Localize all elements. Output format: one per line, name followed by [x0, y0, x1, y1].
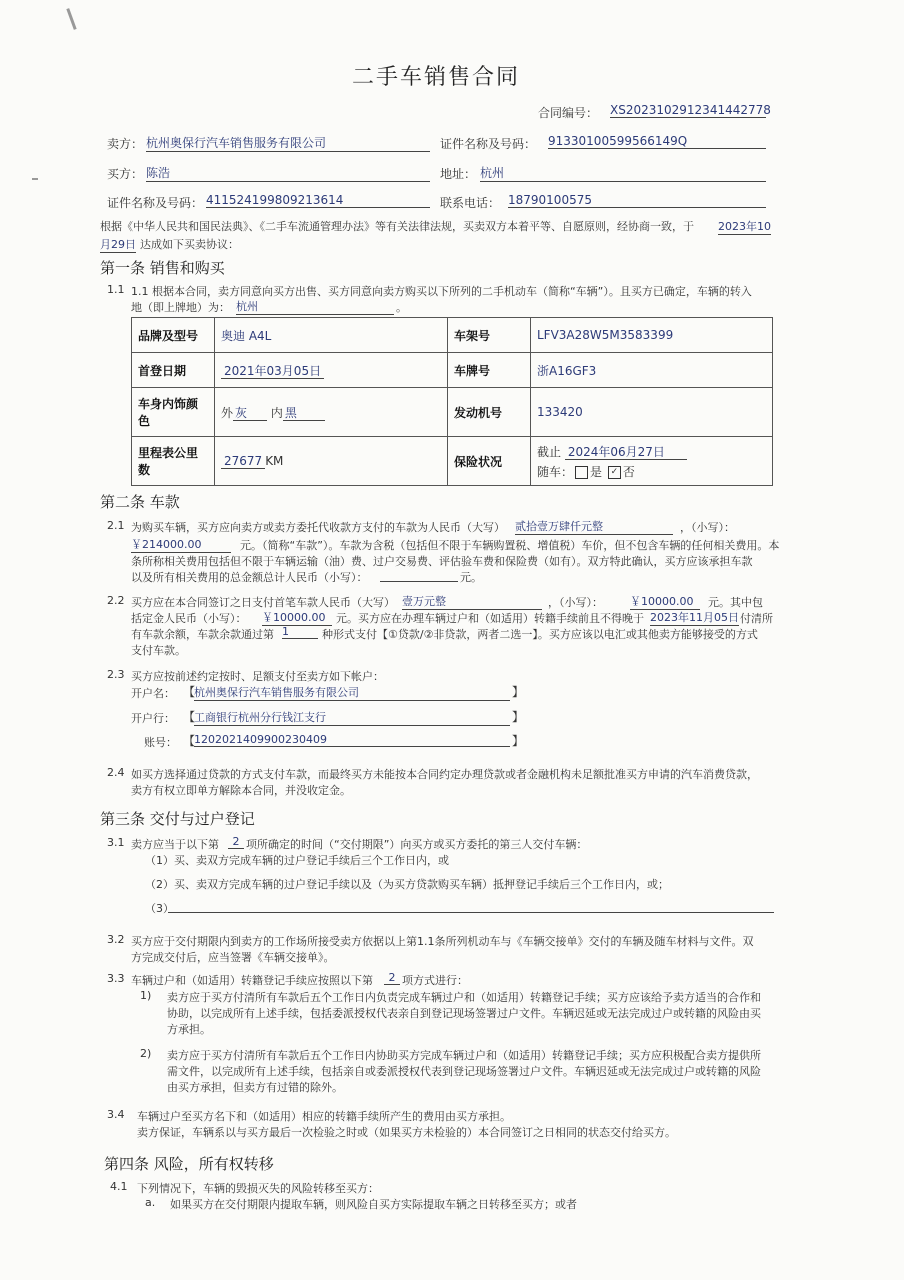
- clause-2-3-a: 买方应按前述约定按时、足额支付至卖方如下帐户：: [131, 670, 384, 683]
- scan-mark: [66, 8, 76, 30]
- plate-label: 车牌号: [448, 353, 531, 388]
- bracket-open: 【: [183, 734, 196, 748]
- bank-label: 开户行：: [131, 712, 175, 725]
- transfer-item: 2: [384, 971, 400, 985]
- contract-no-label: 合同编号：: [538, 106, 599, 120]
- price-lower: ￥214000.00: [131, 536, 231, 553]
- no-label: 否: [622, 464, 635, 479]
- int-color: 黑: [283, 406, 325, 421]
- buyer-id-label: 证件名称及号码：: [107, 196, 204, 210]
- clause-2-2-b: ，（小写）：: [548, 596, 603, 609]
- clause-3-1-1: （1）买、卖双方完成车辆的过户登记手续后三个工作日内，或: [145, 854, 449, 867]
- page-title: 二手车销售合同: [352, 65, 521, 90]
- price-upper: 贰拾壹万肆仟元整: [515, 518, 673, 535]
- clause-2-3-num: 2.3: [107, 668, 125, 681]
- clause-2-1-c: 元。（简称“车款”）。车款为含税（包括但不限于车辆购置税、增值税）车价，但不包含车辆的任何相关费用。本: [240, 539, 780, 552]
- clause-2-1-a: 为购买车辆，买方应向卖方或卖方委托代收款方支付的车款为人民币（大写）: [131, 521, 505, 534]
- clause-3-3-1-a: 卖方应于买方付清所有车款后五个工作日内负责完成车辆过户和（如适用）转籍登记手续；买方应该给予卖方适当的合作和: [167, 991, 761, 1004]
- account-name-label: 开户名：: [131, 687, 175, 700]
- preamble-date-b: 月29日: [100, 238, 136, 251]
- buyer-id: 411524199809213614: [206, 193, 430, 208]
- brand-label: 品牌及型号: [132, 318, 215, 353]
- clause-1-1-text: 1.1 根据本合同，卖方同意向买方出售、买方同意向卖方购买以下所列的二手机动车（简称“车辆”）。且买方已确定，车辆的转入: [131, 285, 752, 298]
- clause-2-2-a: 买方应在本合同签订之日支付首笔车款人民币（大写）: [131, 596, 395, 609]
- first-payment-lower: ￥10000.00: [630, 593, 700, 610]
- clause-2-1-b: ，（小写）：: [680, 521, 735, 534]
- clause-2-1-d: 条所称相关费用包括但不限于车辆运输（油）费、过户交易费、评估验车费和保险费（如有）。双方特此确认，买方应该承担车款: [131, 555, 753, 568]
- section-4-heading: 第四条 风险，所有权转移: [104, 1155, 274, 1173]
- preamble-tail: 达成如下买卖协议：: [140, 238, 239, 251]
- clause-3-3-b: 项方式进行：: [402, 974, 468, 987]
- ext-prefix: 外: [221, 405, 234, 420]
- preamble-date-a: 2023年10: [718, 220, 771, 233]
- bracket-close: 】: [512, 685, 525, 699]
- account-no: 1202021409900230409: [194, 733, 510, 747]
- clause-3-2-a: 买方应于交付期限内到卖方的工作场所接受卖方依据以上第1.1条所列机动车与《车辆交接单》交付的车辆及随车材料与文件。双: [131, 935, 754, 948]
- clause-2-2-h: 种形式支付【①贷款/②非贷款，两者二选一】。买方应该以电汇或其他卖方能够接受的方式: [322, 628, 758, 641]
- clause-3-3-a: 车辆过户和（如适用）转籍登记手续应按照以下第: [131, 974, 373, 987]
- clause-2-1-e: 以及所有相关费用的总金额总计人民币（小写）：: [131, 571, 368, 584]
- address-value: 杭州: [480, 164, 766, 182]
- clause-3-1-3-blank: [168, 912, 774, 913]
- clause-3-3-num: 3.3: [107, 972, 125, 985]
- clause-3-3-2-num: 2): [140, 1047, 152, 1060]
- engine-value: 133420: [531, 388, 773, 437]
- clause-2-1-num: 2.1: [107, 519, 125, 532]
- insurance-cell: [531, 437, 773, 486]
- seller-label: 卖方：: [107, 137, 144, 151]
- ins-prefix: 截止: [537, 444, 562, 459]
- clause-3-3-1-num: 1): [140, 989, 152, 1002]
- color-cell: [215, 388, 448, 437]
- scan-mark: [32, 178, 38, 180]
- clause-3-2-num: 3.2: [107, 933, 125, 946]
- clause-3-2-b: 方完成交付后，应当签署《车辆交接单》。: [131, 951, 335, 964]
- phone-label: 联系电话：: [440, 196, 501, 210]
- seller-id-label: 证件名称及号码：: [440, 137, 537, 151]
- with-car-label: 随车：: [537, 464, 574, 479]
- brand-value: 奥迪 A4L: [215, 318, 448, 353]
- clause-3-1-2: （2）买、卖双方完成车辆的过户登记手续以及（为买方贷款购买车辆）抵押登记手续后三个工作日内，或；: [145, 878, 669, 891]
- vin-value: LFV3A28W5M3583399: [531, 318, 773, 353]
- clause-1-1-num: 1.1: [107, 283, 125, 296]
- contract-no: XS2023102912341442778: [610, 103, 771, 117]
- address-label: 地址：: [440, 167, 477, 181]
- int-prefix: 内: [270, 405, 283, 420]
- transfer-city: 杭州: [236, 298, 394, 315]
- clause-2-4-a: 如买方选择通过贷款的方式支付车款，而最终买方未能按本合同约定办理贷款或者金融机构未足额批准买方申请的汽车消费贷款，: [131, 768, 758, 781]
- bank-name: 工商银行杭州分行钱江支行: [194, 709, 510, 726]
- mileage-value: 27677: [221, 454, 265, 469]
- clause-2-2-d: 括定金人民币（小写）：: [131, 612, 247, 625]
- clause-3-3-2-c: 由买方承担，但卖方有过错的除外。: [167, 1081, 343, 1094]
- yes-label: 是: [590, 464, 603, 479]
- clause-3-1-b: 项所确定的时间（“交付期限”）向买方或买方委托的第三人交付车辆：: [246, 838, 588, 851]
- engine-label: 发动机号: [448, 388, 531, 437]
- seller-id: 91330100599566149Q: [548, 134, 766, 149]
- buyer-name: 陈浩: [146, 164, 430, 182]
- balance-due-date: 2023年11月05日: [650, 611, 739, 624]
- clause-3-1-a: 卖方应当于以下第: [131, 838, 219, 851]
- reg-date-cell: [215, 353, 448, 388]
- clause-3-4-a: 车辆过户至买方名下和（如适用）相应的转籍手续所产生的费用由买方承担。: [137, 1110, 511, 1123]
- clause-2-4-num: 2.4: [107, 766, 125, 779]
- clause-4-1-num: 4.1: [110, 1180, 128, 1193]
- mileage-unit: KM: [265, 454, 284, 468]
- clause-2-2-c: 元。其中包: [708, 596, 763, 609]
- clause-3-3-2-a: 卖方应于买方付清所有车款后五个工作日内协助买方完成车辆过户和（如适用）转籍登记手续；买方应积极配合卖方提供所: [167, 1049, 761, 1062]
- clause-4-1-a-num: a.: [145, 1196, 156, 1209]
- mileage-cell: [215, 437, 448, 486]
- plate-value: 浙A16GF3: [531, 353, 773, 388]
- payment-way: 1: [282, 625, 318, 639]
- phone-value: 18790100575: [508, 193, 766, 208]
- seller-name: 杭州奥保行汽车销售服务有限公司: [146, 134, 430, 152]
- section-3-heading: 第三条 交付与过户登记: [100, 810, 255, 828]
- section-2-heading: 第二条 车款: [100, 493, 180, 511]
- clause-3-4-num: 3.4: [107, 1108, 125, 1121]
- clause-2-2-num: 2.2: [107, 594, 125, 607]
- preamble-text: 根据《中华人民共和国民法典》、《二手车流通管理办法》等有关法律法规，买卖双方本着平等、自愿原则，经协商一致，于: [100, 220, 694, 233]
- insurance-label: 保险状况: [448, 437, 531, 486]
- checkbox-yes[interactable]: [575, 466, 588, 479]
- clause-1-1-period: 。: [396, 301, 407, 314]
- account-no-label: 账号：: [144, 736, 177, 749]
- clause-2-2-g: 有车款余额，车款余款通过第: [131, 628, 274, 641]
- deposit-value: ￥10000.00: [262, 609, 332, 626]
- account-name: 杭州奥保行汽车销售服务有限公司: [194, 684, 510, 701]
- ext-color: 灰: [233, 406, 267, 421]
- clause-2-2-e: 元。买方应在办理车辆过户和（如适用）转籍手续前且不得晚于: [336, 612, 644, 625]
- bracket-close: 】: [512, 734, 525, 748]
- bracket-open: 【: [183, 710, 196, 724]
- vin-label: 车架号: [448, 318, 531, 353]
- reg-date-value: 2021年03月05日: [221, 364, 324, 379]
- color-label: 车身内饰颜色: [132, 388, 215, 437]
- ins-date: 2024年06月27日: [565, 445, 687, 460]
- section-1-heading: 第一条 销售和购买: [100, 259, 225, 277]
- clause-3-4-b: 卖方保证，车辆系以与买方最后一次检验之时或（如果买方未检验的）本合同签订之日相同的状态交付给买方。: [137, 1126, 676, 1139]
- clause-1-1-text2: 地（即上牌地）为：: [131, 301, 230, 314]
- total-blank: [380, 568, 458, 582]
- first-payment-upper: 壹万元整: [402, 593, 542, 610]
- reg-date-label: 首登日期: [132, 353, 215, 388]
- clause-2-2-i: 支付车款。: [131, 644, 186, 657]
- clause-3-1-3: （3）: [145, 902, 174, 915]
- vehicle-table: [131, 317, 773, 486]
- clause-4-1-a-text: 如果买方在交付期限内提取车辆，则风险自买方实际提取车辆之日转移至买方；或者: [170, 1198, 577, 1211]
- buyer-label: 买方：: [107, 167, 144, 181]
- delivery-item: 2: [228, 835, 244, 849]
- clause-2-4-b: 卖方有权立即单方解除本合同，并没收定金。: [131, 784, 351, 797]
- bracket-open: 【: [183, 685, 196, 699]
- clause-3-3-1-c: 方承担。: [167, 1023, 211, 1036]
- clause-2-2-f: 付清所: [740, 612, 773, 625]
- bracket-close: 】: [512, 710, 525, 724]
- checkbox-no-checked[interactable]: ✓: [608, 466, 621, 479]
- clause-4-1-a: 下列情况下，车辆的毁损灭失的风险转移至买方：: [137, 1182, 379, 1195]
- mileage-label: 里程表公里数: [132, 437, 215, 486]
- clause-3-3-2-b: 需文件，以完成所有上述手续，包括亲自或委派授权代表到登记现场签署过户文件。车辆迟延或无法完成过户或转籍的风险: [167, 1065, 761, 1078]
- clause-2-1-f: 元。: [460, 571, 482, 584]
- clause-3-1-num: 3.1: [107, 836, 125, 849]
- clause-3-3-1-b: 协助，以完成所有上述手续，包括委派授权代表亲自到登记现场签署过户文件。车辆迟延或无法完成过户或转籍的风险由买: [167, 1007, 761, 1020]
